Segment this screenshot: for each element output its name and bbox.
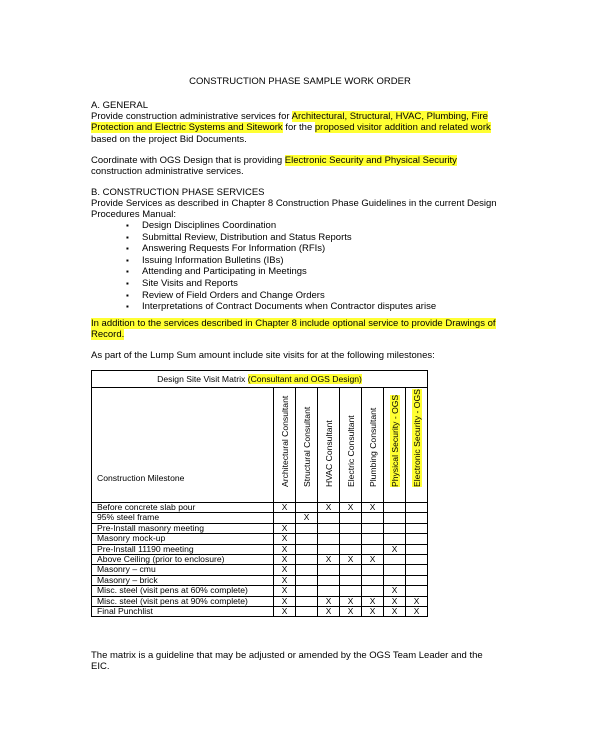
matrix-cell: X: [340, 503, 362, 513]
matrix-row: [92, 596, 428, 606]
matrix-cell: [362, 534, 384, 544]
matrix-cell: X: [362, 607, 384, 617]
milestone-label: Above Ceiling (prior to enclosure): [92, 555, 274, 565]
matrix-cell: [318, 586, 340, 596]
matrix-corner-label: Construction Milestone: [92, 388, 274, 503]
matrix-cell: [406, 503, 428, 513]
matrix-cell: [318, 544, 340, 554]
footer-note: The matrix is a guideline that may be adjusted or amended by the OGS Team Leader and the EIC.: [91, 650, 483, 673]
matrix-cell: [340, 544, 362, 554]
bullet-item: ▪ Review of Field Orders and Change Orders: [126, 290, 436, 302]
text-run: based on the project Bid Documents.: [91, 133, 247, 145]
matrix-cell: X: [340, 607, 362, 617]
matrix-cell: [340, 534, 362, 544]
matrix-cell: X: [318, 607, 340, 617]
milestone-label: Pre-Install 11190 meeting: [92, 544, 274, 554]
matrix-cell: [362, 586, 384, 596]
matrix-title-highlight: (Consultant and OGS Design): [247, 374, 362, 384]
matrix-cell: X: [384, 596, 406, 606]
matrix-cell: [296, 534, 318, 544]
milestone-label: Pre-Install masonry meeting: [92, 523, 274, 533]
matrix-cell: X: [318, 596, 340, 606]
matrix-column-label: Physical Security - OGS: [389, 394, 400, 487]
services-bullet-list: [126, 220, 436, 313]
matrix-cell: X: [406, 596, 428, 606]
text-run: for the: [282, 122, 315, 134]
text-run: construction administrative services.: [91, 166, 244, 178]
matrix-cell: [384, 575, 406, 585]
matrix-cell: [296, 565, 318, 575]
lump-sum-paragraph: As part of the Lump Sum amount include site visits for at the following milestones:: [91, 350, 435, 361]
matrix-cell: [296, 523, 318, 533]
matrix-cell: [406, 513, 428, 523]
matrix-cell: X: [296, 513, 318, 523]
optional-service-paragraph: [91, 318, 501, 341]
matrix-cell: [340, 575, 362, 585]
matrix-cell: [362, 513, 384, 523]
matrix-row: [92, 607, 428, 617]
matrix-cell: [340, 586, 362, 596]
matrix-cell: [318, 523, 340, 533]
milestone-label: Final Punchlist: [92, 607, 274, 617]
milestone-label: Masonry mock-up: [92, 534, 274, 544]
milestone-label: Masonry – cmu: [92, 565, 274, 575]
matrix-cell: [318, 513, 340, 523]
section-a-paragraph-1: [91, 111, 501, 145]
page-title: CONSTRUCTION PHASE SAMPLE WORK ORDER: [189, 76, 411, 87]
highlighted-text: Electronic Security and Physical Security: [284, 155, 457, 166]
highlighted-text: Architectural, Structural, HVAC, Plumbing, Fire Protection and Electric Systems and Sitework: [91, 111, 488, 134]
matrix-cell: X: [406, 607, 428, 617]
milestone-label: Before concrete slab pour: [92, 503, 274, 513]
matrix-cell: [296, 607, 318, 617]
matrix-cell: X: [362, 555, 384, 565]
matrix-cell: X: [274, 534, 296, 544]
matrix-row: [92, 575, 428, 585]
matrix-row: [92, 534, 428, 544]
matrix-cell: [406, 565, 428, 575]
site-visit-matrix: [91, 370, 428, 617]
matrix-title: [92, 371, 428, 388]
matrix-cell: [274, 513, 296, 523]
bullet-item: ▪ Site Visits and Reports: [126, 278, 436, 290]
matrix-cell: [406, 544, 428, 554]
matrix-column-header: [362, 388, 384, 503]
milestone-label: Misc. steel (visit pens at 60% complete): [92, 586, 274, 596]
matrix-column-header: [340, 388, 362, 503]
matrix-cell: X: [274, 555, 296, 565]
bullet-item: ▪ Answering Requests For Information (RFIs): [126, 243, 436, 255]
matrix-cell: [384, 565, 406, 575]
matrix-row: [92, 586, 428, 596]
matrix-column-header: [296, 388, 318, 503]
matrix-cell: [362, 565, 384, 575]
matrix-cell: [296, 503, 318, 513]
matrix-cell: X: [274, 607, 296, 617]
matrix-cell: [362, 575, 384, 585]
matrix-cell: [406, 555, 428, 565]
text-run: Coordinate with OGS Design that is providing: [91, 155, 285, 166]
section-a-heading: A. GENERAL: [91, 100, 149, 111]
highlighted-text: proposed visitor addition and related work: [314, 122, 491, 134]
matrix-column-header: [384, 388, 406, 503]
matrix-column-label: Plumbing Consultant: [367, 407, 378, 487]
milestone-label: 95% steel frame: [92, 513, 274, 523]
matrix-header-row: [92, 388, 428, 503]
matrix-cell: X: [274, 544, 296, 554]
matrix-cell: [384, 534, 406, 544]
matrix-column-label: Electronic Security - OGS: [411, 389, 422, 487]
highlighted-text: In addition to the services described in Chapter 8 include optional service to provide Drawings of Record.: [91, 318, 496, 341]
matrix-cell: X: [274, 523, 296, 533]
matrix-cell: [384, 513, 406, 523]
section-b-heading: B. CONSTRUCTION PHASE SERVICES: [91, 187, 265, 198]
matrix-cell: [362, 523, 384, 533]
matrix-cell: X: [340, 555, 362, 565]
matrix-column-header: [406, 388, 428, 503]
matrix-cell: [362, 544, 384, 554]
matrix-column-label: Electric Consultant: [345, 415, 356, 487]
matrix-title-text: Design Site Visit Matrix: [157, 374, 248, 384]
matrix-cell: [384, 503, 406, 513]
matrix-cell: [296, 586, 318, 596]
matrix-cell: X: [384, 544, 406, 554]
matrix-row: [92, 523, 428, 533]
bullet-item: ▪ Issuing Information Bulletins (IBs): [126, 255, 436, 267]
matrix-cell: [340, 513, 362, 523]
bullet-item: ▪ Design Disciplines Coordination: [126, 220, 436, 232]
bullet-item: ▪ Interpretations of Contract Documents when Contractor disputes arise: [126, 301, 436, 313]
matrix-row: [92, 544, 428, 554]
matrix-cell: X: [274, 586, 296, 596]
matrix-cell: [318, 534, 340, 544]
matrix-cell: [340, 523, 362, 533]
matrix-cell: X: [274, 596, 296, 606]
matrix-cell: X: [362, 503, 384, 513]
bullet-item: ▪ Attending and Participating in Meetings: [126, 266, 436, 278]
matrix-row: [92, 513, 428, 523]
matrix-column-header: [318, 388, 340, 503]
milestone-label: Masonry – brick: [92, 575, 274, 585]
matrix-cell: [296, 544, 318, 554]
matrix-cell: [296, 575, 318, 585]
section-a-paragraph-2: [91, 155, 501, 178]
matrix-body: [92, 503, 428, 617]
bullet-item: ▪ Submittal Review, Distribution and Status Reports: [126, 232, 436, 244]
matrix-column-header: [274, 388, 296, 503]
text-run: Provide construction administrative services for: [91, 111, 292, 122]
matrix-cell: X: [384, 586, 406, 596]
matrix-cell: X: [384, 607, 406, 617]
matrix-cell: X: [274, 575, 296, 585]
matrix-column-label: Architectural Consultant: [279, 395, 290, 487]
matrix-cell: [384, 523, 406, 533]
matrix-cell: X: [340, 596, 362, 606]
matrix-cell: X: [318, 503, 340, 513]
matrix-cell: X: [274, 503, 296, 513]
matrix-column-label: Structural Consultant: [301, 406, 312, 487]
matrix-cell: [406, 534, 428, 544]
matrix-cell: [340, 565, 362, 575]
matrix-cell: [296, 596, 318, 606]
matrix-cell: [384, 555, 406, 565]
matrix-cell: X: [274, 565, 296, 575]
matrix-cell: [318, 565, 340, 575]
matrix-row: [92, 555, 428, 565]
milestone-label: Misc. steel (visit pens at 90% complete): [92, 596, 274, 606]
matrix-cell: [318, 575, 340, 585]
section-b-intro: Provide Services as described in Chapter 8 Construction Phase Guidelines in the current Design Procedures Manual:: [91, 198, 497, 221]
matrix-cell: [406, 575, 428, 585]
matrix-cell: X: [362, 596, 384, 606]
matrix-cell: X: [318, 555, 340, 565]
matrix-row: [92, 503, 428, 513]
matrix-cell: [406, 523, 428, 533]
matrix-cell: [406, 586, 428, 596]
matrix-column-label: HVAC Consultant: [323, 420, 334, 487]
matrix-row: [92, 565, 428, 575]
matrix-cell: [296, 555, 318, 565]
